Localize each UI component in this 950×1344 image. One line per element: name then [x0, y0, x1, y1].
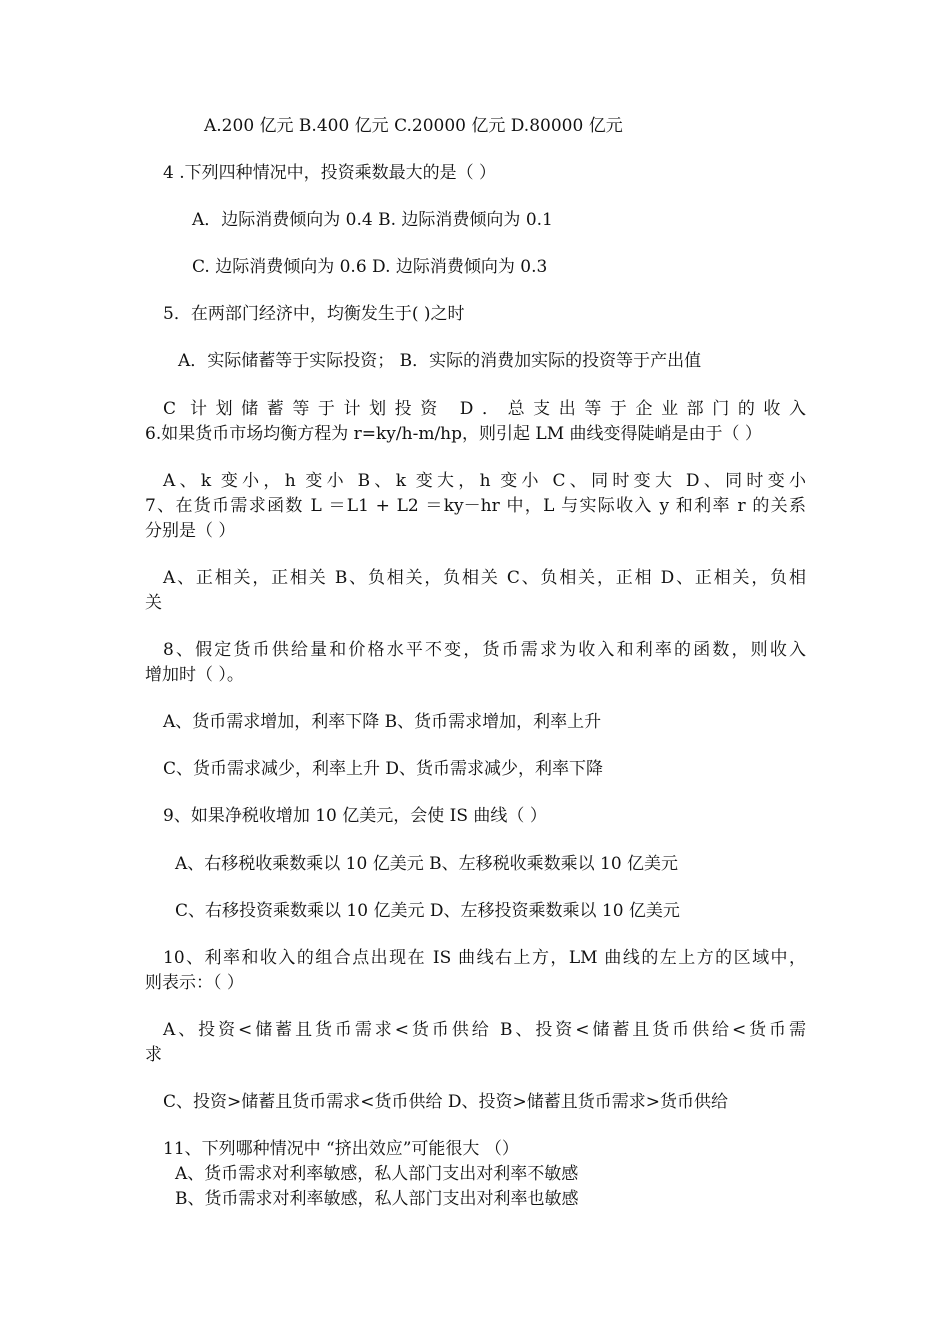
q9-options-cd: C、右移投资乘数乘以 10 亿美元 D、左移投资乘数乘以 10 亿美元	[175, 901, 680, 921]
q3-options: A.200 亿元 B.400 亿元 C.20000 亿元 D.80000 亿元	[204, 116, 623, 136]
q11-option-a: A、货币需求对利率敏感，私人部门支出对利率不敏感	[175, 1164, 579, 1184]
q4-options-ab: A．边际消费倾向为 0.4 B. 边际消费倾向为 0.1	[192, 210, 553, 230]
q7-question-line1: 7、在货币需求函数 L ＝L1 + L2 ＝ky－hr 中，L 与实际收入 y 和利率 r 的关系	[145, 496, 806, 516]
q7-options-line1: A、正相关，正相关 B、负相关，负相关 C、负相关，正相 D、正相关，负相	[163, 568, 806, 588]
q10-question-line2: 则表示：（ ）	[145, 973, 244, 993]
q6-question: 6.如果货币市场均衡方程为 r=ky/h-m/hp，则引起 LM 曲线变得陡峭是由于（ ）	[145, 424, 762, 444]
q9-options-ab: A、右移税收乘数乘以 10 亿美元 B、左移税收乘数乘以 10 亿美元	[175, 854, 679, 874]
q9-question: 9、如果净税收增加 10 亿美元，会使 IS 曲线（ ）	[163, 806, 547, 826]
q8-question-line2: 增加时（ ）。	[145, 665, 244, 685]
q10-options-cd: C、投资>储蓄且货币需求<货币供给 D、投资>储蓄且货币需求>货币供给	[163, 1092, 729, 1112]
q5-options-cd: C 计划储蓄等于计划投资 D．总支出等于企业部门的收入	[163, 399, 806, 419]
q5-question: 5．在两部门经济中，均衡发生于( )之时	[163, 304, 465, 324]
q11-option-b: B、货币需求对利率敏感，私人部门支出对利率也敏感	[175, 1189, 579, 1209]
q4-question: 4 .下列四种情况中，投资乘数最大的是（ ）	[163, 163, 497, 183]
q11-question: 11、下列哪种情况中 “挤出效应”可能很大 （）	[163, 1139, 519, 1159]
q7-question-line2: 分别是（ ）	[145, 521, 236, 541]
q10-question-line1: 10、利率和收入的组合点出现在 IS 曲线右上方，LM 曲线的左上方的区域中，	[163, 948, 806, 968]
q10-options-ab-continued: 求	[145, 1045, 162, 1065]
q5-options-ab: A．实际储蓄等于实际投资； B．实际的消费加实际的投资等于产出值	[178, 351, 702, 371]
q8-question-line1: 8、假定货币供给量和价格水平不变，货币需求为收入和利率的函数，则收入	[163, 640, 806, 660]
q8-options-cd: C、货币需求减少，利率上升 D、货币需求减少，利率下降	[163, 759, 604, 779]
q6-options: A、k 变小，h 变小 B、k 变大，h 变小 C、同时变大 D、同时变小	[163, 471, 806, 491]
q10-options-ab: A、投资<储蓄且货币需求<货币供给 B、投资<储蓄且货币供给<货币需	[163, 1020, 806, 1040]
q7-options-line2: 关	[145, 593, 162, 613]
q8-options-ab: A、货币需求增加，利率下降 B、货币需求增加，利率上升	[163, 712, 602, 732]
q4-options-cd: C. 边际消费倾向为 0.6 D. 边际消费倾向为 0.3	[192, 257, 548, 277]
